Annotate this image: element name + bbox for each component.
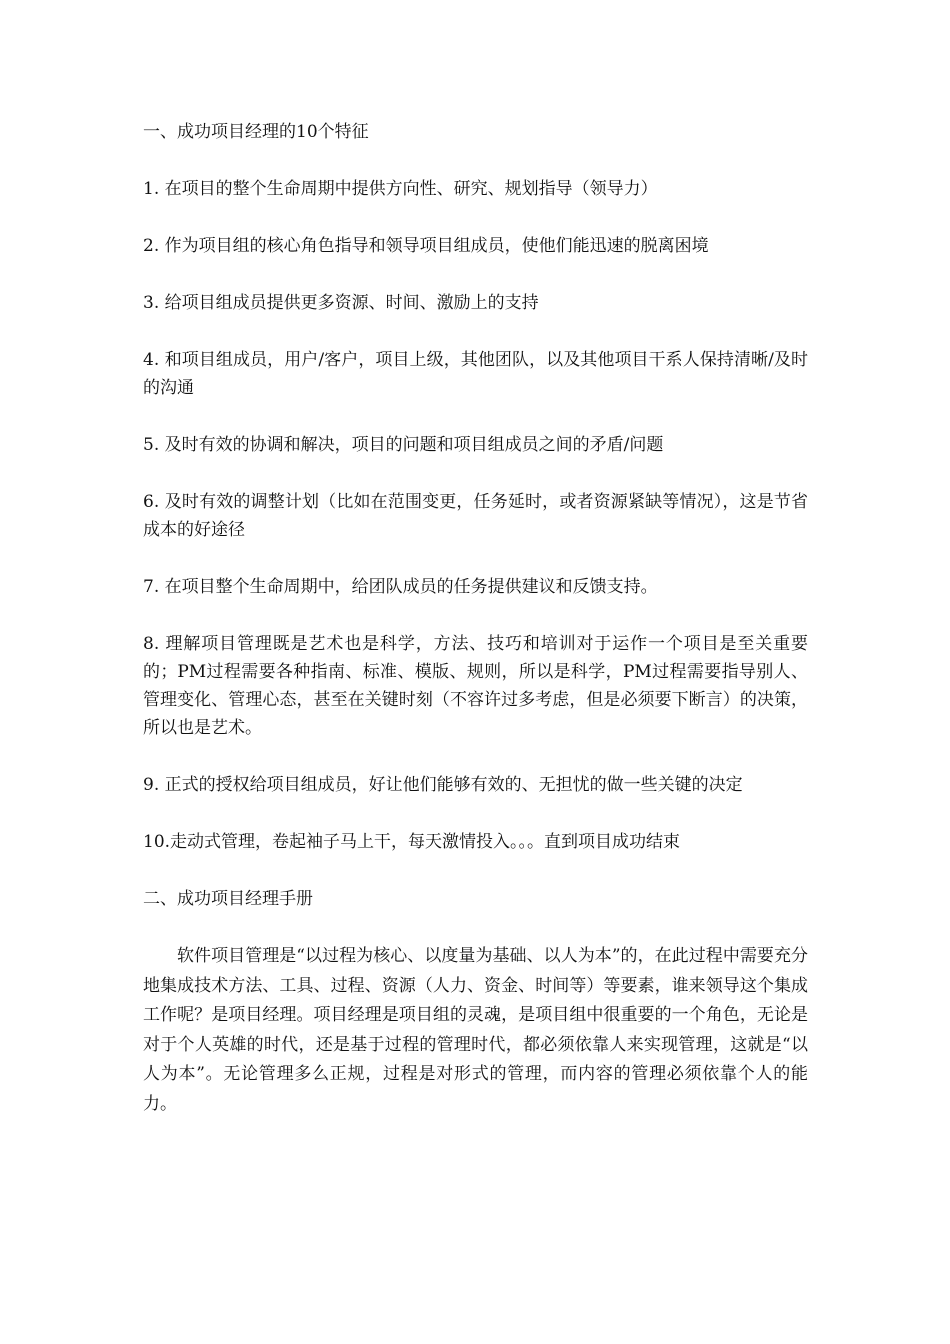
feature-item-10: 10.走动式管理，卷起袖子马上干，每天激情投入。。。直到项目成功结束 [143, 832, 681, 852]
feature-item-3: 3. 给项目组成员提供更多资源、时间、激励上的支持 [143, 293, 539, 313]
feature-item-5: 5. 及时有效的协调和解决，项目的问题和项目组成员之间的矛盾/问题 [143, 435, 664, 455]
feature-item-9: 9. 正式的授权给项目组成员，好让他们能够有效的、无担忧的做一些关键的决定 [143, 775, 743, 795]
feature-item-2: 2. 作为项目组的核心角色指导和领导项目组成员，使他们能迅速的脱离困境 [143, 236, 709, 256]
section-2-heading: 二、成功项目经理手册 [143, 889, 313, 909]
document-page [143, 118, 808, 1119]
feature-item-4: 4. 和项目组成员，用户/客户，项目上级，其他团队，以及其他项目干系人保持清晰/及时的沟通 [143, 350, 808, 398]
feature-item-8: 8. 理解项目管理既是艺术也是科学，方法、技巧和培训对于运作一个项目是至关重要的；PM过程需要各种指南、标准、模版、规则，所以是科学，PM过程需要指导别人、管理变化、管理心态，甚至在关键时刻（不容许过多考虑，但是必须要下断言）的决策，所以也是艺术。 [143, 634, 808, 738]
section-1-heading: 一、成功项目经理的10个特征 [143, 122, 369, 142]
feature-item-1: 1. 在项目的整个生命周期中提供方向性、研究、规划指导（领导力） [143, 179, 658, 199]
section-2-paragraph: 软件项目管理是“以过程为核心、以度量为基础、以人为本”的，在此过程中需要充分地集成技术方法、工具、过程、资源（人力、资金、时间等）等要素，谁来领导这个集成工作呢？是项目经理。项目经理是项目组的灵魂，是项目组中很重要的一个角色，无论是对于个人英雄的时代，还是基于过程的管理时代，都必须依靠人来实现管理，这就是“以人为本”。无论管理多么正规，过程是对形式的管理，而内容的管理必须依靠个人的能力。 [143, 946, 808, 1114]
feature-item-7: 7. 在项目整个生命周期中，给团队成员的任务提供建议和反馈支持。 [143, 577, 658, 597]
feature-item-6: 6. 及时有效的调整计划（比如在范围变更，任务延时，或者资源紧缺等情况），这是节省成本的好途径 [143, 492, 808, 540]
